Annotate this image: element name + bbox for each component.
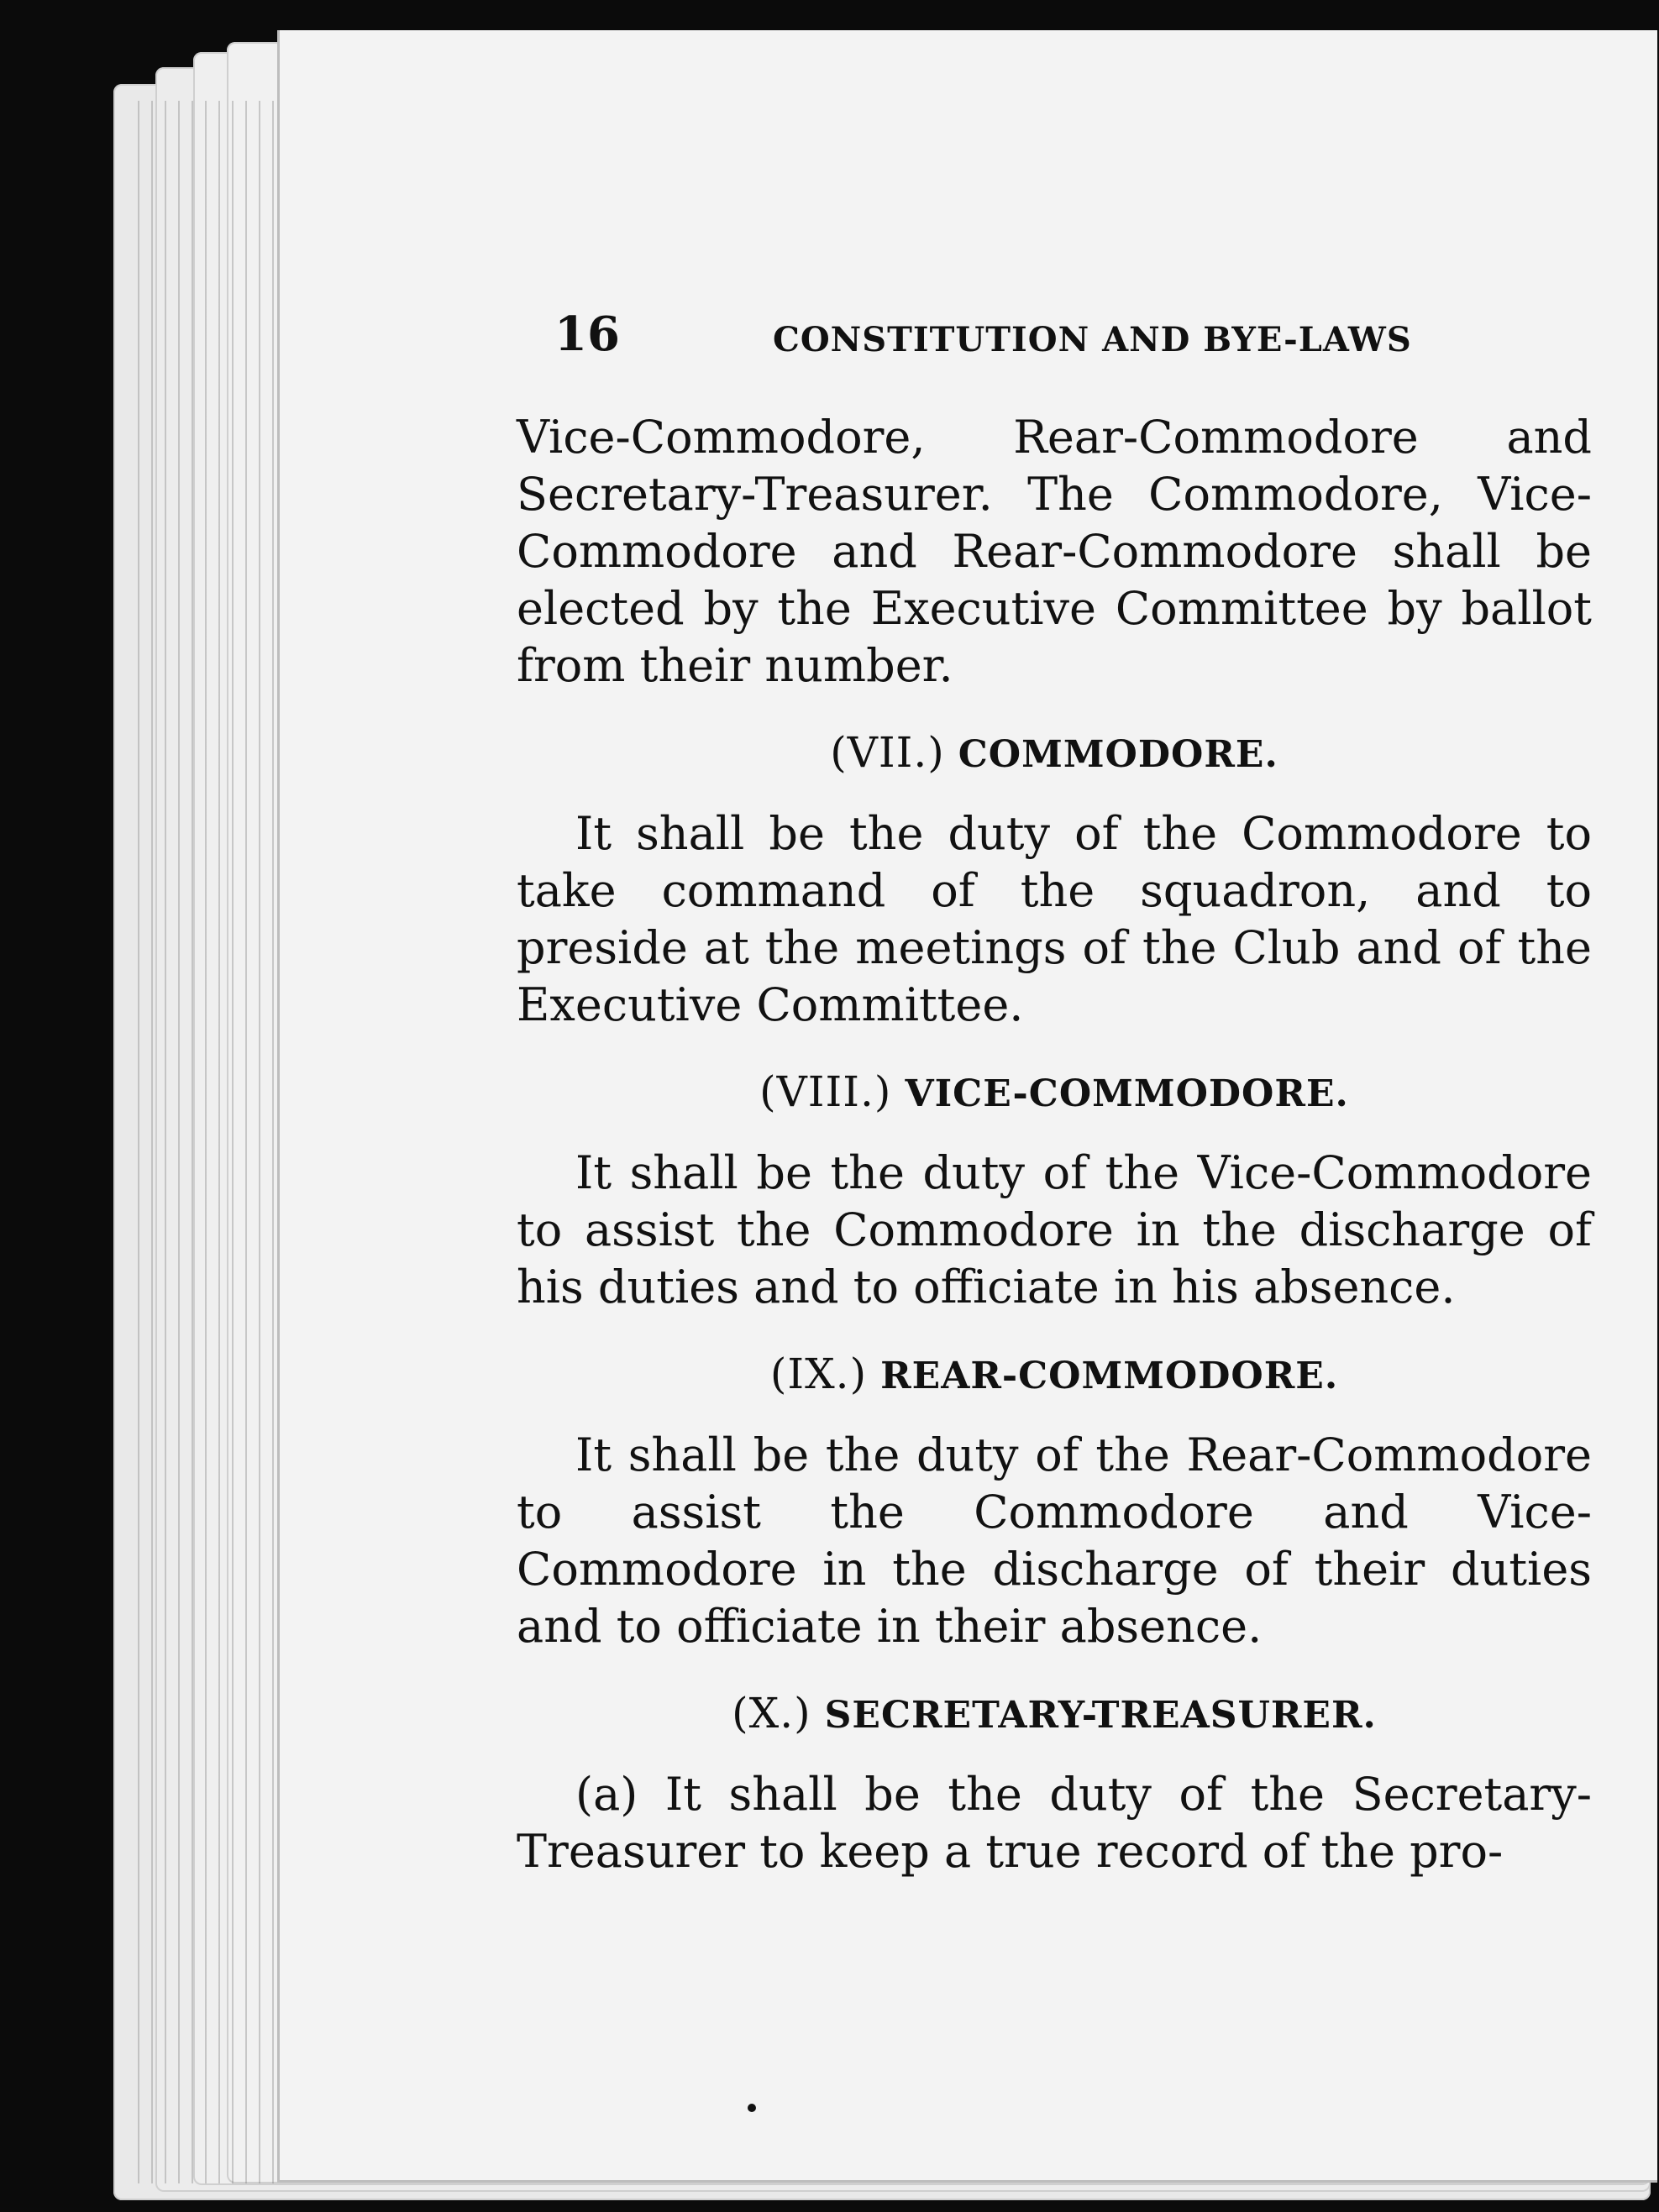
- section-rear-commodore: [517, 1350, 1592, 1655]
- section-heading: [517, 1350, 1592, 1398]
- stacked-page-lines: [126, 101, 286, 2183]
- section-secretary-treasurer: [517, 1689, 1592, 1880]
- section-heading: [517, 1067, 1592, 1116]
- section-title: COMMODORE.: [958, 733, 1278, 776]
- intro-paragraph: Vice-Commodore, Rear-Commodore and Secretary-Treasurer. The Commodore, Vice-Commodore and Rear-Commodore shall be elected by the Executive Committee by ballot from their number.: [517, 411, 1592, 692]
- section-vice-commodore: [517, 1067, 1592, 1316]
- section-heading: [517, 728, 1592, 777]
- page-text: [517, 307, 1592, 1880]
- running-header: [517, 307, 1592, 374]
- section-paragraph: It shall be the duty of the Commodore to take command of the squadron, and to preside at the meetings of the Club and of the Executive Committee.: [517, 807, 1592, 1031]
- running-title: CONSTITUTION AND BYE-LAWS: [773, 320, 1412, 359]
- section-number: (IX.): [769, 1350, 868, 1398]
- section-paragraph: It shall be the duty of the Vice-Commodore to assist the Commodore in the discharge of his duties and to officiate in his absence.: [517, 1146, 1592, 1313]
- section-title: SECRETARY-TREASURER.: [824, 1694, 1377, 1737]
- section-title: VICE-COMMODORE.: [905, 1072, 1349, 1115]
- section-paragraph: It shall be the duty of the Rear-Commodore to assist the Commodore and Vice-Commodore in the discharge of their duties and to officiate in their absence.: [517, 1428, 1592, 1653]
- section-number: (VIII.): [759, 1067, 892, 1116]
- section-commodore: [517, 728, 1592, 1034]
- ink-speck: [748, 2104, 756, 2112]
- section-title: REAR-COMMODORE.: [880, 1355, 1339, 1397]
- page-number: 16: [554, 307, 620, 362]
- section-paragraph: (a) It shall be the duty of the Secretary-Treasurer to keep a true record of the pro-: [517, 1768, 1592, 1878]
- section-number: (X.): [732, 1689, 811, 1738]
- section-number: (VII.): [830, 728, 945, 777]
- section-heading: [517, 1689, 1592, 1738]
